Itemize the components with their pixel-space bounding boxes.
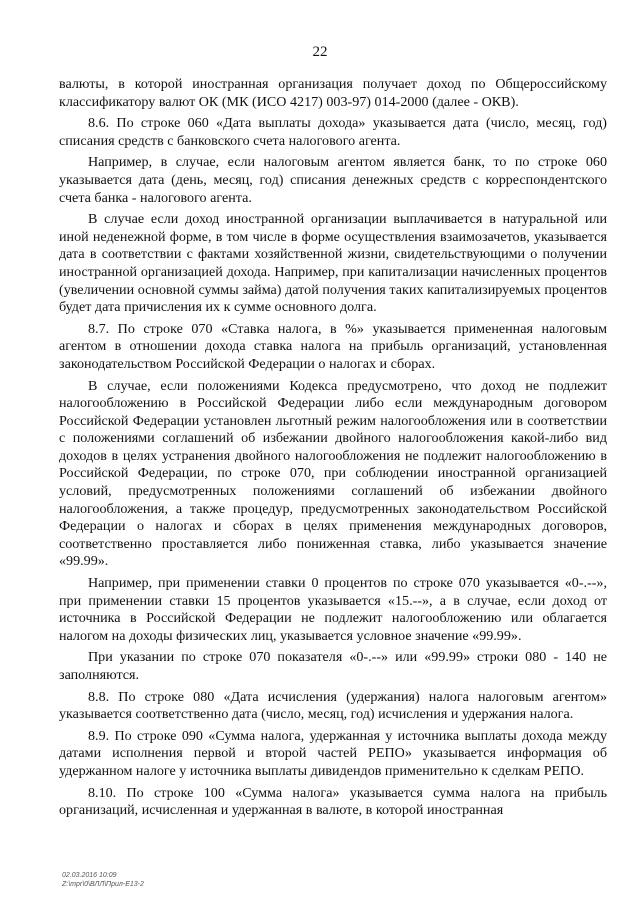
file-footer xyxy=(62,871,144,889)
paragraph: 8.6. По строке 060 «Дата выплаты дохода» указывается дата (число, месяц, год) списания средств с банковского счета налогового агента. xyxy=(59,115,607,149)
paragraph: В случае, если положениями Кодекса предусмотрено, что доход не подлежит налогообложению в Российской Федерации либо если международным договором Российской Федерации установлен льготный режим налогообложения или в соответствии с положениями соглашений об избежании двойного налогообложения какой-либо вид доходов в целях устранения двойного налогообложения не подлежит налогообложению в Российской Федерации, по строке 070, при соблюдении иностранной организацией условий, предусмотренных положениями соглашений об избежании двойного налогообложения, а также процедур, предусмотренных законодательством Российской Федерации о налогах и сборах в целях применения международных договоров, соответственно проставляется либо пониженная ставка, либо указывается значение «99.99». xyxy=(59,377,607,570)
paragraph: 8.10. По строке 100 «Сумма налога» указывается сумма налога на прибыль организаций, исчисленная и удержанная в валюте, в которой иностранная xyxy=(59,784,607,819)
footer-file-path: Z:\mpr\0\ВЛЛ\Прил-Е13-2 xyxy=(62,881,144,888)
paragraph: В случае если доход иностранной организации выплачивается в натуральной или иной неденежной форме, в том числе в форме осуществления взаимозачетов, указывается дата в соответствии с фактами хозяйственной жизни, свидетельствующими о получении иностранной организацией дохода. Например, при капитализации начисленных процентов (увеличении основной суммы займа) датой получения таких капитализируемых процентов будет дата причисления их к сумме основного долга. xyxy=(59,211,607,316)
footer-timestamp: 02.03.2016 10:09 xyxy=(62,872,117,879)
paragraph: 8.9. По строке 090 «Сумма налога, удержанная у источника выплаты дохода между датами исполнения первой и второй частей РЕПО» указывается информация об удержанном налоге у источника выплаты дивидендов применительно к сделкам РЕПО. xyxy=(59,727,607,779)
paragraph: 8.7. По строке 070 «Ставка налога, в %» указывается примененная налоговым агентом в отношении дохода ставка налога на прибыль организаций, установленная законодательством Российской Федерации о налогах и сборах. xyxy=(59,320,607,372)
paragraph: Например, в случае, если налоговым агентом является банк, то по строке 060 указывается дата (день, месяц, год) списания денежных средств с корреспондентского счета банка - налогового агента. xyxy=(59,154,607,206)
paragraph: При указании по строке 070 показателя «0-.--» или «99.99» строки 080 - 140 не заполняются. xyxy=(59,649,607,683)
paragraph: Например, при применении ставки 0 процентов по строке 070 указывается «0-.--», при применении ставки 15 процентов указывается «15.--», а в случае, если доход от источника в Российской Федерации не подлежит налогообложению или облагается налогом на доходы физических лиц, указывается условное значение «99.99». xyxy=(59,575,607,644)
paragraph: валюты, в которой иностранная организация получает доход по Общероссийскому классификатору валют ОК (МК (ИСО 4217) 003-97) 014-2000 (далее - ОКВ). xyxy=(59,76,607,110)
paragraph: 8.8. По строке 080 «Дата исчисления (удержания) налога налоговым агентом» указывается соответственно дата (число, месяц, год) исчисления и удержания налога. xyxy=(59,688,607,723)
document-body xyxy=(59,76,607,824)
page-number: 22 xyxy=(312,44,328,60)
